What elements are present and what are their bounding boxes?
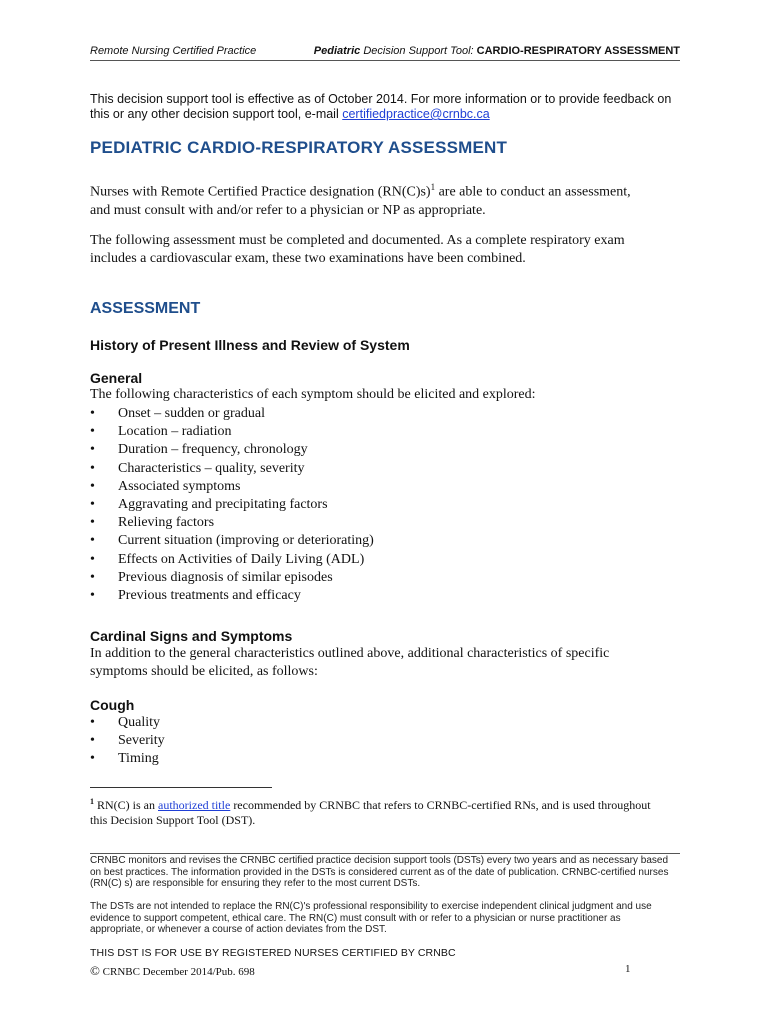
- email-link[interactable]: certifiedpractice@crnbc.ca: [342, 107, 490, 121]
- cough-heading: Cough: [90, 697, 135, 713]
- list-item: • Aggravating and precipitating factors: [90, 496, 374, 514]
- page-header: [90, 44, 680, 61]
- authorized-title-link[interactable]: authorized title: [158, 798, 231, 812]
- page-number: 1: [625, 963, 631, 975]
- list-item: • Location – radiation: [90, 423, 374, 441]
- general-list: [90, 405, 374, 605]
- cough-list: [90, 714, 165, 769]
- list-item: • Duration – frequency, chronology: [90, 441, 374, 459]
- assessment-heading: ASSESSMENT: [90, 300, 201, 317]
- intro-text: This decision support tool is effective as of October 2014. For more information or to provide feedback on this or any other decision support tool, e-mail certifiedpractice@crnbc.ca: [90, 92, 672, 121]
- footnote: $^1$ RN(C) is an authorized title recommended by CRNBC that refers to CRNBC-certified RNs, and is used throughout this Decision Support Tool (DST).: [90, 797, 651, 827]
- intro-paragraph-2: The following assessment must be completed and documented. As a complete respiratory exam includes a cardiovascular exam, these two examinations have been combined.: [90, 233, 625, 266]
- intro-paragraph-1: Nurses with Remote Certified Practice designation $(RN(C)s)^1$ are able to conduct an assessment, and must consult with and/or refer to a physician or NP as appropriate.: [90, 182, 631, 218]
- list-item: • Quality: [90, 714, 165, 732]
- list-item: • Effects on Activities of Daily Living (ADL): [90, 551, 374, 569]
- disclaimer-paragraph-2: The DSTs are not intended to replace the RN(C)'s professional responsibility to exercise independent clinical judgment and use evidence to support competent, ethical care. The RN(C) must consult with or refer to a physician or nurse practitioner as appropriate, or whenever a course of action deviates from the DST.: [90, 901, 652, 935]
- history-heading: History of Present Illness and Review of System: [90, 337, 410, 353]
- list-item: • Associated symptoms: [90, 478, 374, 496]
- page-title: PEDIATRIC CARDIO-RESPIRATORY ASSESSMENT: [90, 138, 508, 157]
- list-item: • Current situation (improving or deteriorating): [90, 532, 374, 550]
- cardinal-text: In addition to the general characteristics outlined above, additional characteristics of specific symptoms should be elicited, as follows:: [90, 646, 610, 679]
- list-item: • Previous treatments and efficacy: [90, 587, 374, 605]
- copyright-symbol: ©: [90, 963, 100, 978]
- header-right: Pediatric Decision Support Tool: CARDIO-RESPIRATORY ASSESSMENT: [313, 45, 680, 57]
- use-notice: THIS DST IS FOR USE BY REGISTERED NURSES CERTIFIED BY CRNBC: [90, 947, 456, 959]
- general-intro: The following characteristics of each symptom should be elicited and explored:: [90, 387, 536, 402]
- list-item: • Characteristics – quality, severity: [90, 460, 374, 478]
- list-item: • Severity: [90, 732, 165, 750]
- cardinal-heading: Cardinal Signs and Symptoms: [90, 628, 293, 644]
- header-left: Remote Nursing Certified Practice: [90, 45, 257, 57]
- disclaimer-divider: [90, 853, 680, 854]
- list-item: • Relieving factors: [90, 514, 374, 532]
- footnote-divider: [90, 787, 272, 788]
- copyright: © CRNBC December 2014/Pub. 698: [90, 963, 255, 978]
- general-heading: General: [90, 370, 143, 386]
- disclaimer-paragraph-1: CRNBC monitors and revises the CRNBC certified practice decision support tools (DSTs) every two years and as necessary based on best practices. The information provided in the DSTs is considered current as of the date of publication. CRNBC-certified nurses (RN(C) s) are responsible for ensuring they refer to the most current DSTs.: [90, 855, 669, 889]
- list-item: • Timing: [90, 750, 165, 768]
- list-item: • Onset – sudden or gradual: [90, 405, 374, 423]
- footnote-ref: 1: [430, 182, 436, 192]
- list-item: • Previous diagnosis of similar episodes: [90, 569, 374, 587]
